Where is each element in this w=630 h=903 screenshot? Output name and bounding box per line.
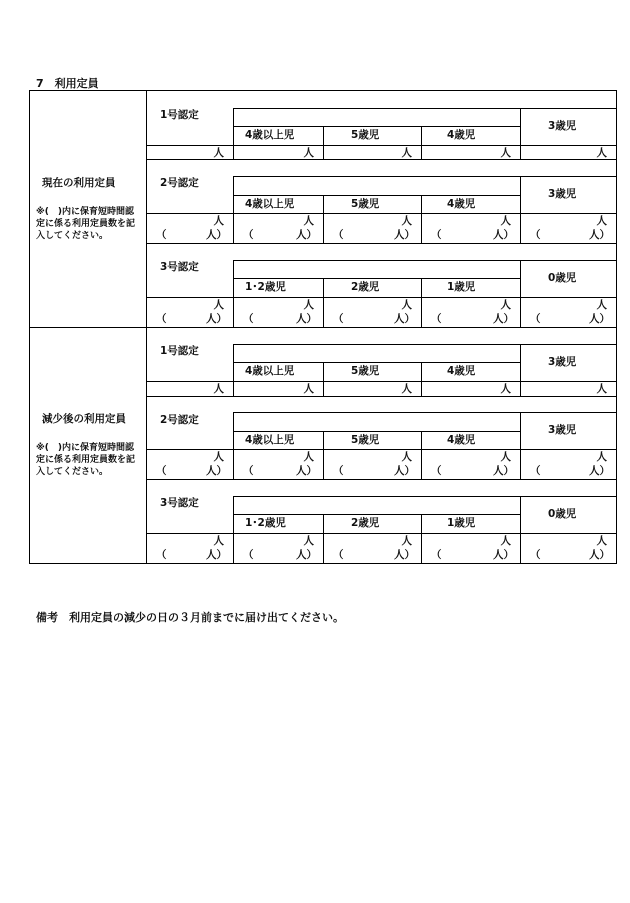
unit-label: 人 — [213, 215, 224, 227]
unit-paren-label: 人） — [394, 313, 415, 325]
block-current-3-subheader-line — [233, 278, 520, 279]
unit-label: 人 — [303, 383, 314, 395]
paren-open: （ — [156, 313, 167, 325]
paren-open: （ — [333, 549, 344, 561]
category-label: 1号認定 — [160, 345, 199, 357]
category-label: 3号認定 — [160, 261, 199, 273]
reduced-remark-line: 入してください。 — [36, 467, 109, 477]
age-header: 0歳児 — [548, 507, 577, 520]
reduced-capacity-title: 減少後の利用定員 — [42, 413, 126, 425]
age-header: 4歳児 — [447, 129, 476, 141]
unit-label: 人 — [500, 215, 511, 227]
paren-open: （ — [431, 313, 442, 325]
unit-label: 人 — [401, 451, 412, 463]
unit-paren-label: 人） — [206, 549, 227, 561]
age-header: 3歳児 — [548, 355, 577, 368]
unit-label: 人 — [213, 299, 224, 311]
age-header: 1歳児 — [447, 517, 476, 529]
paren-open: （ — [243, 465, 254, 477]
unit-paren-label: 人） — [296, 229, 317, 241]
block-reduced-2-value-line — [146, 449, 616, 450]
paren-open: （ — [243, 549, 254, 561]
age-header: 2歳児 — [351, 517, 380, 529]
block-reduced-3-header-line — [233, 496, 616, 497]
age-header: 2歳児 — [351, 281, 380, 293]
unit-label: 人 — [303, 299, 314, 311]
block-current-2-top-line — [146, 159, 616, 160]
unit-paren-label: 人） — [589, 313, 610, 325]
unit-label: 人 — [401, 383, 412, 395]
capacity-table — [29, 90, 617, 564]
block-current-2-value-line — [146, 213, 616, 214]
age-header: 3歳児 — [548, 187, 577, 200]
paren-open: （ — [530, 549, 541, 561]
block-current-1-value-line — [146, 145, 616, 146]
unit-label: 人 — [401, 215, 412, 227]
age-header: 4歳以上児 — [245, 129, 295, 141]
unit-label: 人 — [213, 147, 224, 159]
age-header: 3歳児 — [548, 423, 577, 436]
unit-label: 人 — [596, 451, 607, 463]
unit-paren-label: 人） — [394, 549, 415, 561]
age-header: 4歳以上児 — [245, 365, 295, 377]
paren-open: （ — [333, 313, 344, 325]
unit-paren-label: 人） — [296, 313, 317, 325]
age-header: 4歳児 — [447, 365, 476, 377]
remarks-note: 備考 利用定員の減少の日の３月前までに届け出てください。 — [36, 611, 344, 624]
unit-label: 人 — [596, 299, 607, 311]
block-reduced-2-subheader-line — [233, 431, 520, 432]
paren-open: （ — [530, 229, 541, 241]
paren-open: （ — [431, 465, 442, 477]
unit-label: 人 — [596, 535, 607, 547]
age-header: 1･2歳児 — [245, 281, 286, 293]
block-current-1-header-line — [233, 108, 616, 109]
unit-label: 人 — [500, 383, 511, 395]
unit-paren-label: 人） — [296, 549, 317, 561]
paren-open: （ — [156, 229, 167, 241]
unit-label: 人 — [596, 383, 607, 395]
paren-open: （ — [156, 549, 167, 561]
block-reduced-1-value-line — [146, 381, 616, 382]
unit-paren-label: 人） — [296, 465, 317, 477]
unit-label: 人 — [401, 147, 412, 159]
unit-paren-label: 人） — [589, 229, 610, 241]
unit-paren-label: 人） — [493, 229, 514, 241]
age-header: 3歳児 — [548, 119, 577, 132]
unit-paren-label: 人） — [493, 313, 514, 325]
block-reduced-2-top-line — [146, 396, 616, 397]
paren-open: （ — [243, 313, 254, 325]
age-header: 5歳児 — [351, 129, 380, 141]
section-title: 7 利用定員 — [36, 77, 99, 90]
block-reduced-3-subheader-line — [233, 514, 520, 515]
block-current-3-value-line — [146, 297, 616, 298]
unit-label: 人 — [213, 451, 224, 463]
unit-paren-label: 人） — [206, 313, 227, 325]
age-header: 5歳児 — [351, 365, 380, 377]
paren-open: （ — [431, 549, 442, 561]
age-header: 5歳児 — [351, 434, 380, 446]
unit-label: 人 — [213, 383, 224, 395]
paren-open: （ — [333, 229, 344, 241]
unit-paren-label: 人） — [394, 229, 415, 241]
category-label: 1号認定 — [160, 109, 199, 121]
unit-paren-label: 人） — [589, 465, 610, 477]
paren-open: （ — [156, 465, 167, 477]
age-header: 5歳児 — [351, 198, 380, 210]
unit-label: 人 — [500, 147, 511, 159]
unit-label: 人 — [303, 535, 314, 547]
unit-label: 人 — [401, 535, 412, 547]
paren-open: （ — [530, 313, 541, 325]
unit-label: 人 — [213, 535, 224, 547]
unit-paren-label: 人） — [394, 465, 415, 477]
paren-open: （ — [333, 465, 344, 477]
unit-label: 人 — [303, 215, 314, 227]
age-header: 4歳児 — [447, 198, 476, 210]
unit-paren-label: 人） — [206, 465, 227, 477]
paren-open: （ — [431, 229, 442, 241]
block-current-3-top-line — [146, 243, 616, 244]
unit-label: 人 — [500, 299, 511, 311]
unit-paren-label: 人） — [589, 549, 610, 561]
block-current-2-subheader-line — [233, 195, 520, 196]
reduced-remark-line: ※( )内に保育短時間認 — [36, 443, 134, 453]
unit-paren-label: 人） — [206, 229, 227, 241]
block-reduced-2-header-line — [233, 412, 616, 413]
unit-label: 人 — [303, 147, 314, 159]
block-reduced-3-top-line — [146, 479, 616, 480]
block-current-2-header-line — [233, 176, 616, 177]
unit-label: 人 — [596, 215, 607, 227]
paren-open: （ — [243, 229, 254, 241]
paren-open: （ — [530, 465, 541, 477]
unit-paren-label: 人） — [493, 465, 514, 477]
current-capacity-title: 現在の利用定員 — [42, 177, 116, 189]
block-current-1-subheader-line — [233, 126, 520, 127]
age-header: 4歳以上児 — [245, 434, 295, 446]
unit-label: 人 — [596, 147, 607, 159]
block-reduced-3-value-line — [146, 533, 616, 534]
unit-label: 人 — [303, 451, 314, 463]
block-reduced-1-header-line — [233, 344, 616, 345]
unit-paren-label: 人） — [493, 549, 514, 561]
reduced-remark-line: 定に係る利用定員数を記 — [36, 455, 136, 465]
current-remark-line: 定に係る利用定員数を記 — [36, 219, 136, 229]
block-current-3-header-line — [233, 260, 616, 261]
category-label: 2号認定 — [160, 177, 199, 189]
age-header: 4歳以上児 — [245, 198, 295, 210]
section-divider — [30, 327, 616, 328]
age-header: 1･2歳児 — [245, 517, 286, 529]
age-header: 1歳児 — [447, 281, 476, 293]
age-header: 0歳児 — [548, 271, 577, 284]
unit-label: 人 — [401, 299, 412, 311]
age-header: 4歳児 — [447, 434, 476, 446]
current-remark-line: 入してください。 — [36, 231, 109, 241]
block-reduced-1-subheader-line — [233, 362, 520, 363]
unit-label: 人 — [500, 535, 511, 547]
category-label: 3号認定 — [160, 497, 199, 509]
category-label: 2号認定 — [160, 414, 199, 426]
unit-label: 人 — [500, 451, 511, 463]
current-remark-line: ※( )内に保育短時間認 — [36, 207, 134, 217]
